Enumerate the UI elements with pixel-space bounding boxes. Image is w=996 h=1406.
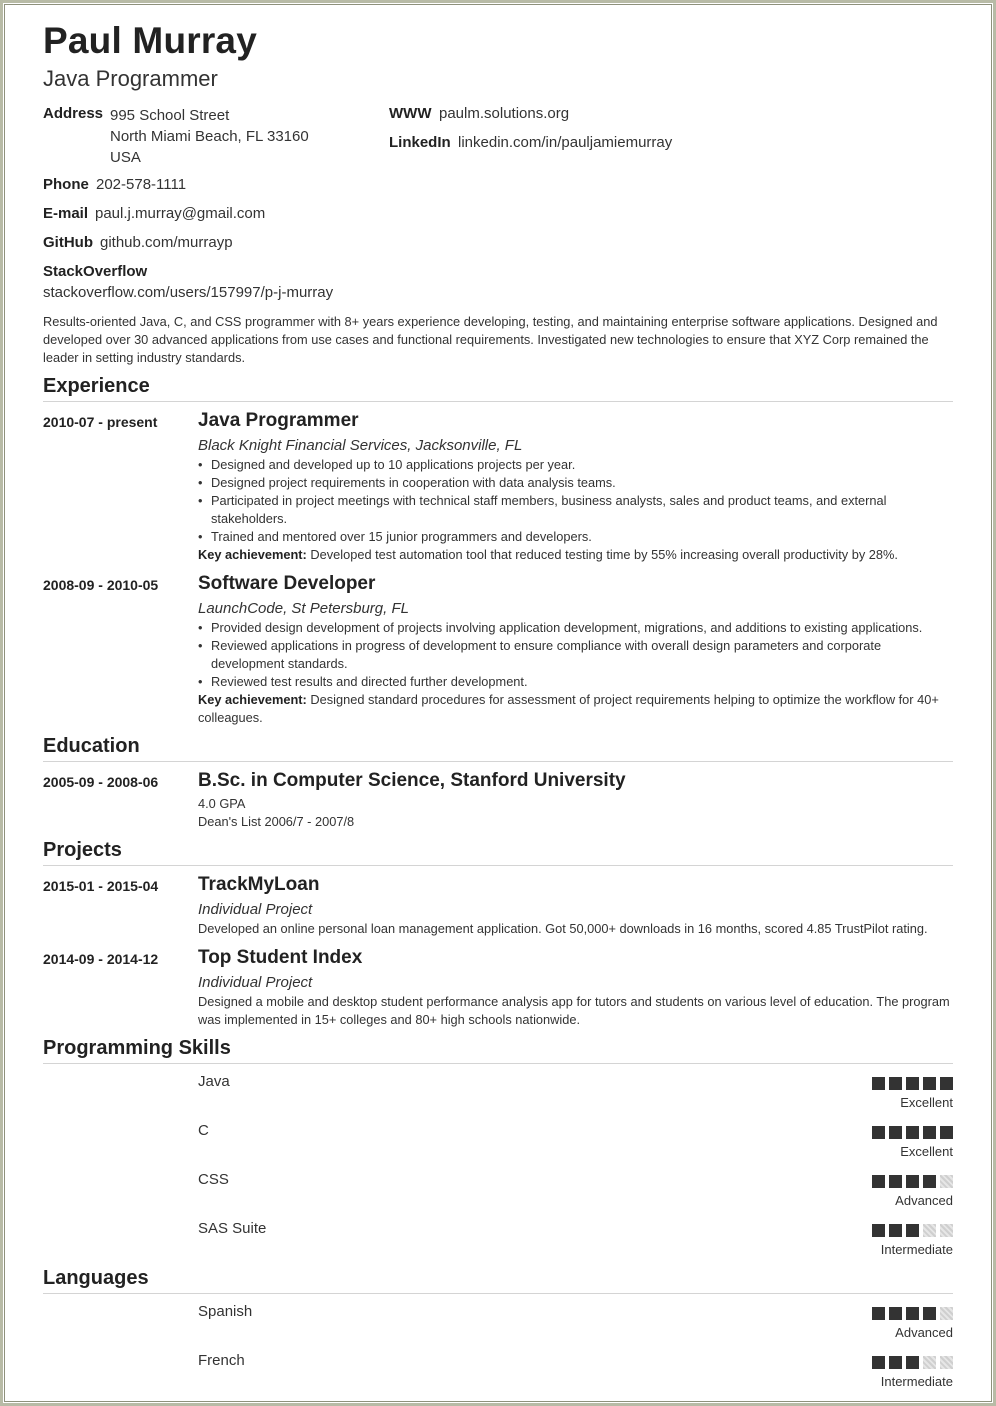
rating-square-empty [940,1224,953,1237]
profile-summary: Results-oriented Java, C, and CSS programmer with 8+ years experience developing, testing, and maintaining enterprise software applications. Designed and developed over 30 advanced applications from use cases and functional requirements. Investigated new technologies to ensure that XYZ Corp remained the leader in setting industry standards. [43,314,938,365]
rating-square-filled [940,1126,953,1139]
phone-value: 202-578-1111 [96,176,187,193]
language-rating [872,1356,953,1369]
language-rating [872,1307,953,1320]
skill-name: C [198,1122,209,1139]
job-company: LaunchCode, St Petersburg, FL [198,600,409,617]
key-achievement [198,546,954,564]
rating-square-filled [906,1175,919,1188]
rating-square-empty [940,1356,953,1369]
rating-square-filled [923,1077,936,1090]
rating-square-filled [940,1077,953,1090]
rating-square-filled [906,1356,919,1369]
rating-square-filled [923,1307,936,1320]
key-achievement-text: Developed test automation tool that reduced testing time by 55% increasing overall productivity by 28%. [306,547,898,562]
project-description: Designed a mobile and desktop student performance analysis app for tutors and students on various level of education. The program was implemented in 15+ colleges and 80+ high schools nationwide. [198,994,950,1027]
address-line: North Miami Beach, FL 33160 [110,128,309,145]
job-company: Black Knight Financial Services, Jacksonville, FL [198,437,523,454]
skill-rating [872,1077,953,1090]
section-heading-projects: Projects [43,839,953,866]
rating-square-filled [889,1077,902,1090]
rating-square-filled [872,1307,885,1320]
rating-square-filled [906,1224,919,1237]
address-block [110,105,309,168]
address-label: Address [43,105,104,122]
stackoverflow-label: StackOverflow [43,263,148,280]
list-item: • Provided design development of projects involving application development, migrations, and additions to existing applications. [198,619,954,637]
rating-square-filled [889,1356,902,1369]
rating-square-filled [906,1077,919,1090]
rating-square-empty [923,1356,936,1369]
rating-square-filled [906,1307,919,1320]
project-name: Top Student Index [198,947,363,968]
skill-name: Java [198,1073,230,1090]
project-description: Developed an online personal loan management application. Got 50,000+ downloads in 16 months, scored 4.85 TrustPilot rating. [198,921,928,936]
skill-rating [872,1224,953,1237]
rating-square-filled [889,1126,902,1139]
project-dates: 2015-01 - 2015-04 [43,878,159,894]
rating-square-filled [872,1126,885,1139]
rating-square-empty [940,1175,953,1188]
key-achievement [198,691,954,727]
key-achievement-label: Key achievement: [198,692,307,707]
list-item: • Designed project requirements in cooperation with data analysis teams. [198,474,954,492]
www-link[interactable]: paulm.solutions.org [439,105,570,122]
skill-name: SAS Suite [198,1220,267,1237]
job-title: Software Developer [198,573,376,594]
job-dates: 2008-09 - 2010-05 [43,577,159,593]
email-label: E-mail [43,205,89,222]
rating-square-filled [872,1356,885,1369]
address-line: USA [110,149,141,166]
rating-square-filled [889,1307,902,1320]
address-line: 995 School Street [110,107,230,124]
key-achievement-label: Key achievement: [198,547,307,562]
section-heading-education: Education [43,735,953,762]
education-degree: B.Sc. in Computer Science, Stanford University [198,770,626,791]
key-achievement-text: Designed standard procedures for assessment of project requirements helping to optimize the workflow for 40+ colleagues. [198,692,939,725]
stackoverflow-link[interactable]: stackoverflow.com/users/157997/p-j-murray [43,284,334,301]
rating-square-filled [872,1077,885,1090]
rating-square-filled [889,1224,902,1237]
language-name: Spanish [198,1303,253,1320]
list-item: • Trained and mentored over 15 junior programmers and developers. [198,528,954,546]
project-type: Individual Project [198,901,313,918]
education-detail: 4.0 GPA [198,796,246,811]
language-level: Advanced [895,1325,953,1340]
section-heading-experience: Experience [43,375,953,402]
job-bullets [198,456,954,546]
project-type: Individual Project [198,974,313,991]
skill-level: Excellent [900,1095,953,1110]
skill-rating [872,1126,953,1139]
list-item: • Reviewed test results and directed further development. [198,673,954,691]
candidate-title: Java Programmer [43,66,218,91]
rating-square-filled [889,1175,902,1188]
rating-square-filled [923,1126,936,1139]
education-detail: Dean's List 2006/7 - 2007/8 [198,814,355,829]
linkedin-label: LinkedIn [389,134,451,151]
section-heading-languages: Languages [43,1267,953,1294]
language-name: French [198,1352,245,1369]
list-item: • Reviewed applications in progress of development to ensure compliance with overall design parameters and corporate development standards. [198,637,954,673]
education-dates: 2005-09 - 2008-06 [43,774,159,790]
language-level: Intermediate [880,1374,953,1389]
job-bullets [198,619,954,691]
skill-level: Intermediate [880,1242,953,1257]
rating-square-empty [923,1224,936,1237]
skill-rating [872,1175,953,1188]
www-label: WWW [389,105,432,122]
rating-square-filled [872,1175,885,1188]
rating-square-empty [940,1307,953,1320]
skill-name: CSS [198,1171,229,1188]
candidate-name: Paul Murray [43,20,257,61]
skill-level: Advanced [895,1193,953,1208]
phone-label: Phone [43,176,89,193]
github-label: GitHub [43,234,93,251]
github-link[interactable]: github.com/murrayp [100,234,233,251]
email-link[interactable]: paul.j.murray@gmail.com [95,205,266,222]
list-item: • Designed and developed up to 10 applications projects per year. [198,456,954,474]
linkedin-link[interactable]: linkedin.com/in/pauljamiemurray [458,134,673,151]
list-item: • Participated in project meetings with technical staff members, business analysts, sales and product teams, and external stakeholders. [198,492,954,528]
job-dates: 2010-07 - present [43,414,158,430]
project-name: TrackMyLoan [198,874,320,895]
rating-square-filled [872,1224,885,1237]
rating-square-filled [923,1175,936,1188]
job-title: Java Programmer [198,410,359,431]
rating-square-filled [906,1126,919,1139]
skill-level: Excellent [900,1144,953,1159]
project-dates: 2014-09 - 2014-12 [43,951,159,967]
section-heading-skills: Programming Skills [43,1037,953,1064]
